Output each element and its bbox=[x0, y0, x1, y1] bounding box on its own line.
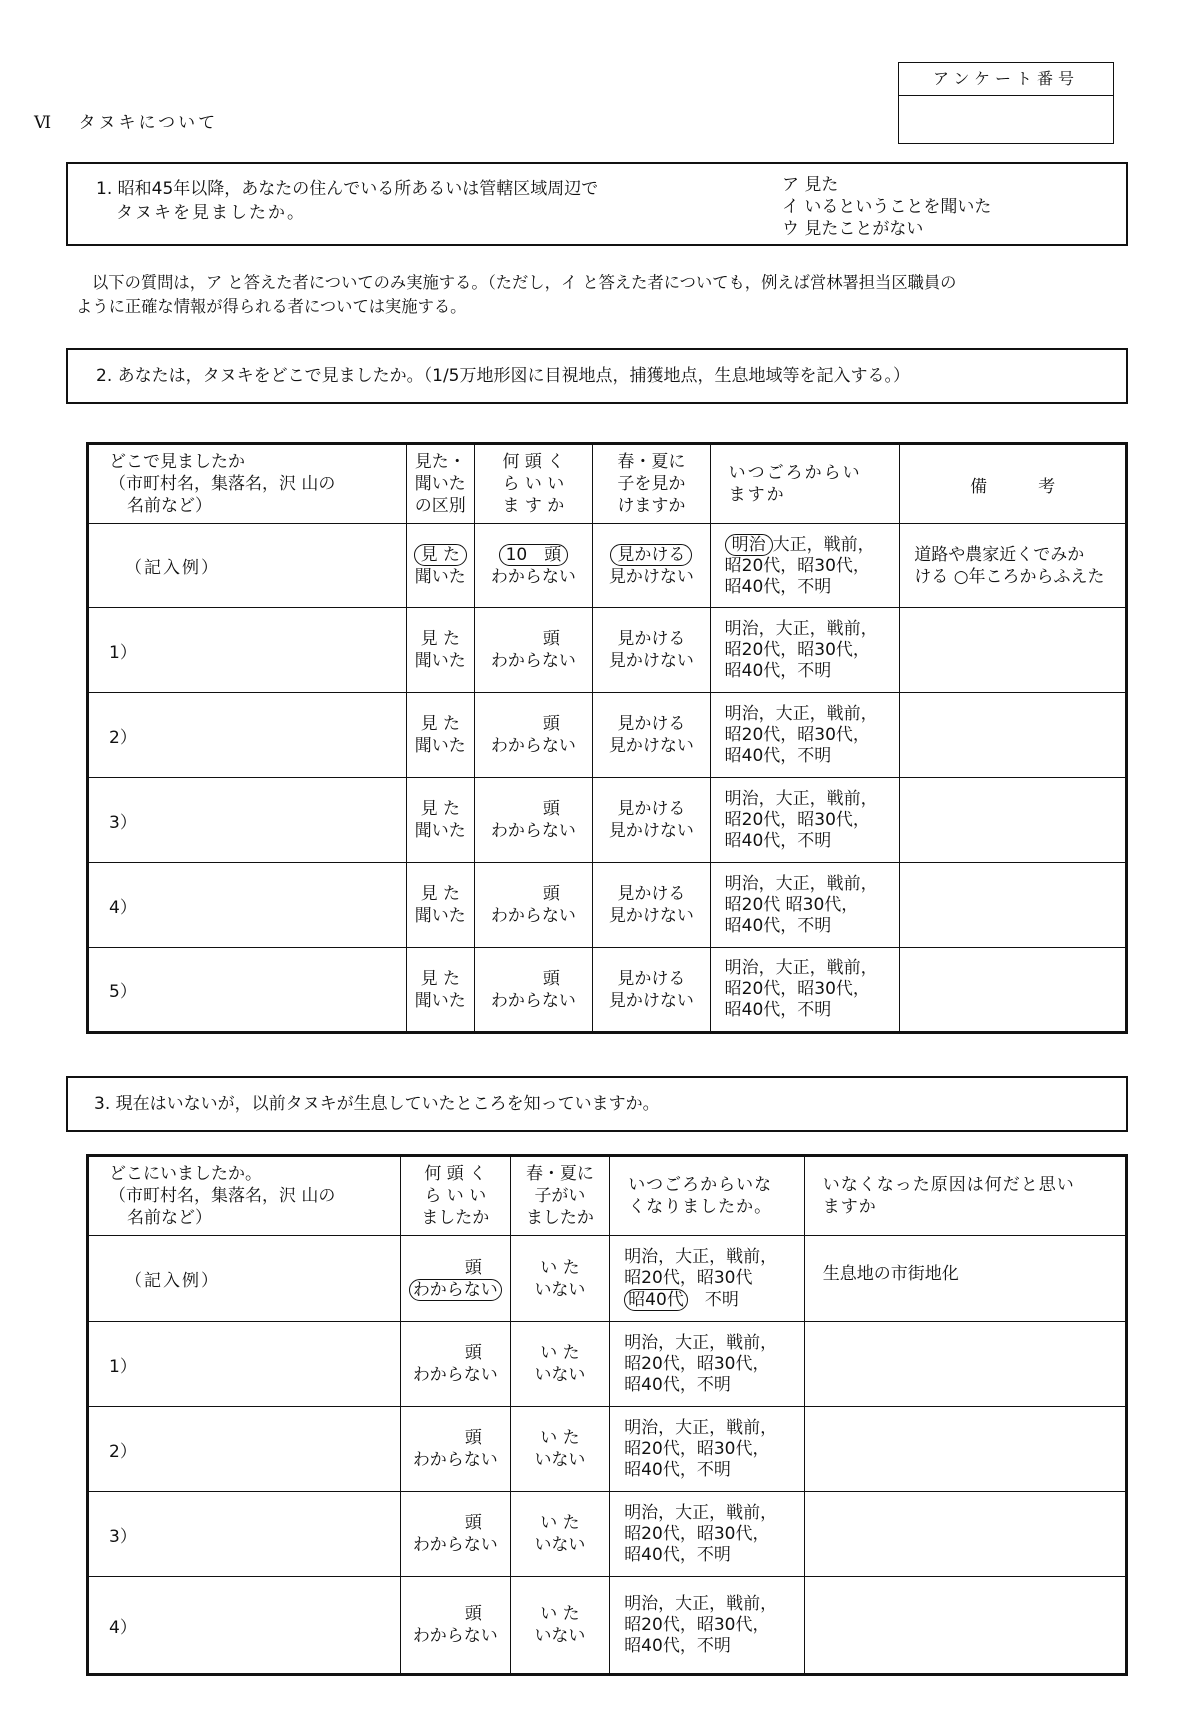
row-era[interactable] bbox=[710, 778, 900, 863]
header-remarks: 備 考 bbox=[900, 444, 1127, 524]
row-count[interactable] bbox=[400, 1407, 510, 1492]
era-line-1[interactable]: 明治，大正，戦前， bbox=[624, 1593, 778, 1614]
header-young bbox=[510, 1156, 610, 1236]
see-young-option[interactable]: 見かける bbox=[617, 884, 686, 904]
row-number: 1） bbox=[109, 1356, 137, 1377]
example-era-2: 昭20代，昭30代， bbox=[724, 555, 870, 576]
heard-option[interactable]: 聞いた bbox=[414, 906, 466, 926]
section-title bbox=[34, 108, 218, 133]
row-young[interactable] bbox=[510, 1577, 610, 1675]
example-era-2: 昭20代，昭30代 bbox=[624, 1267, 753, 1288]
era-line-2[interactable]: 昭20代，昭30代， bbox=[624, 1523, 770, 1544]
row-seen[interactable] bbox=[406, 948, 474, 1033]
row-count[interactable] bbox=[474, 778, 592, 863]
count-unit: 頭 bbox=[464, 1428, 482, 1448]
row-place[interactable] bbox=[88, 1322, 401, 1407]
era-line-2[interactable]: 昭20代 昭30代， bbox=[724, 894, 859, 915]
header-cause-2: ますか bbox=[822, 1197, 877, 1217]
row-remarks[interactable] bbox=[900, 863, 1127, 948]
era-line-2[interactable]: 昭20代，昭30代， bbox=[724, 724, 870, 745]
was-not-option[interactable]: いない bbox=[534, 1535, 586, 1555]
row-place[interactable] bbox=[88, 948, 407, 1033]
table-row bbox=[88, 863, 1127, 948]
question-1-options bbox=[782, 174, 991, 240]
seen-option[interactable]: 見 た bbox=[420, 799, 460, 819]
row-count[interactable] bbox=[400, 1322, 510, 1407]
count-unit: 頭 bbox=[542, 714, 560, 734]
example-seen bbox=[406, 524, 474, 608]
era-line-1[interactable]: 明治，大正，戦前， bbox=[724, 703, 878, 724]
see-young-option[interactable]: 見かける bbox=[617, 714, 686, 734]
era-line-2[interactable]: 昭20代，昭30代， bbox=[724, 639, 870, 660]
unknown-option[interactable]: わからない bbox=[412, 1535, 498, 1555]
header-since-1: いつごろからいな bbox=[628, 1175, 773, 1195]
section-title-text: タヌキについて bbox=[78, 113, 219, 133]
example-cause-text: 生息地の市街地化 bbox=[822, 1264, 959, 1284]
row-count[interactable] bbox=[400, 1577, 510, 1675]
row-seen[interactable] bbox=[406, 608, 474, 693]
see-young-option[interactable]: 見かける bbox=[617, 799, 686, 819]
table-row bbox=[88, 1577, 1127, 1675]
row-place[interactable] bbox=[88, 1407, 401, 1492]
era-line-1[interactable]: 明治，大正，戦前， bbox=[724, 958, 878, 978]
table-row bbox=[88, 948, 1127, 1033]
example-era-1: 大正，戦前， bbox=[772, 534, 875, 555]
era-line-3[interactable]: 昭40代，不明 bbox=[624, 1459, 731, 1480]
no-young-option[interactable]: 見かけない bbox=[608, 821, 694, 841]
question-2-box bbox=[66, 348, 1128, 404]
header-young-1: 春・夏に bbox=[617, 452, 686, 472]
example-young-alt: 見かけない bbox=[608, 566, 694, 587]
era-line-1[interactable]: 明治，大正，戦前， bbox=[724, 618, 878, 639]
was-option[interactable]: い た bbox=[540, 1428, 580, 1448]
no-young-option[interactable]: 見かけない bbox=[608, 651, 694, 671]
row-count[interactable] bbox=[474, 693, 592, 778]
header-young-3: ましたか bbox=[525, 1208, 594, 1228]
row-remarks[interactable] bbox=[900, 693, 1127, 778]
row-young[interactable] bbox=[593, 778, 711, 863]
count-unit: 頭 bbox=[542, 799, 560, 819]
question-2-table bbox=[86, 442, 1128, 1034]
was-option[interactable]: い た bbox=[540, 1604, 580, 1624]
era-line-1[interactable]: 明治，大正，戦前， bbox=[624, 1332, 778, 1353]
row-count[interactable] bbox=[474, 948, 592, 1033]
header-place bbox=[88, 444, 407, 524]
table-row bbox=[88, 608, 1127, 693]
era-line-1[interactable]: 明治，大正，戦前， bbox=[624, 1502, 778, 1523]
example-remarks bbox=[900, 524, 1127, 608]
header-place-2: （市町村名，集落名，沢 山の bbox=[109, 1186, 336, 1206]
header-since-2: ますか bbox=[728, 485, 786, 505]
header-count-1: 何 頭 く bbox=[424, 1164, 487, 1184]
row-young[interactable] bbox=[510, 1322, 610, 1407]
heard-option[interactable]: 聞いた bbox=[414, 651, 466, 671]
seen-option[interactable]: 見 た bbox=[420, 884, 460, 904]
row-number: 5） bbox=[109, 982, 137, 1002]
header-young-2: 子を見か bbox=[617, 474, 686, 494]
count-unit: 頭 bbox=[542, 968, 560, 989]
row-number: 1） bbox=[109, 642, 137, 663]
row-era[interactable] bbox=[610, 1407, 805, 1492]
era-line-3[interactable]: 昭40代，不明 bbox=[724, 745, 832, 766]
header-place-2: （市町村名，集落名，沢 山の bbox=[109, 474, 336, 494]
era-line-3[interactable]: 昭40代，不明 bbox=[624, 1374, 731, 1395]
example-cause bbox=[804, 1236, 1126, 1322]
row-young[interactable] bbox=[593, 693, 711, 778]
era-line-3[interactable]: 昭40代，不明 bbox=[624, 1544, 731, 1565]
count-unit: 頭 bbox=[542, 629, 560, 649]
header-place-3: 名前など） bbox=[127, 1208, 212, 1228]
row-cause[interactable] bbox=[804, 1492, 1126, 1577]
row-number: 3） bbox=[109, 812, 137, 833]
question-1-box bbox=[66, 162, 1128, 246]
header-count-2: ら い い bbox=[424, 1186, 487, 1206]
era-line-3[interactable]: 昭40代，不明 bbox=[724, 1000, 832, 1020]
row-number: 4） bbox=[109, 1617, 137, 1638]
unknown-option[interactable]: わからない bbox=[490, 906, 576, 926]
row-number: 2） bbox=[109, 727, 137, 748]
example-era-3: 不明 bbox=[704, 1289, 739, 1310]
count-unit: 頭 bbox=[464, 1604, 482, 1624]
table-row bbox=[88, 778, 1127, 863]
row-count[interactable] bbox=[474, 863, 592, 948]
header-young bbox=[593, 444, 711, 524]
example-seen-circled: 見 た bbox=[414, 544, 467, 566]
question-3-table bbox=[86, 1154, 1128, 1676]
era-line-1[interactable]: 明治，大正，戦前， bbox=[724, 788, 878, 809]
survey-number-box bbox=[898, 62, 1114, 144]
was-not-option[interactable]: いない bbox=[534, 1626, 586, 1646]
seen-option[interactable]: 見 た bbox=[420, 968, 460, 989]
header-cause-1: いなくなった原因は何だと思い bbox=[822, 1175, 1075, 1195]
row-seen[interactable] bbox=[406, 778, 474, 863]
option-a[interactable]: ア 見た bbox=[782, 175, 839, 195]
era-line-2[interactable]: 昭20代，昭30代， bbox=[724, 809, 870, 830]
example-remarks-2: ける ○年ころからふえた bbox=[914, 566, 1105, 587]
instruction-note-line1: 以下の質問は，ア と答えた者についてのみ実施する。（ただし，イ と答えた者についても，例えば営林署担当区職員の bbox=[92, 273, 957, 292]
era-line-3[interactable]: 昭40代，不明 bbox=[724, 660, 832, 681]
example-count-circled: わからない bbox=[409, 1279, 502, 1301]
row-number: 3） bbox=[109, 1526, 137, 1547]
unknown-option[interactable]: わからない bbox=[412, 1365, 498, 1385]
example-young bbox=[593, 524, 711, 608]
option-i[interactable]: イ いるということを聞いた bbox=[782, 197, 992, 217]
example-count bbox=[474, 524, 592, 608]
count-unit: 頭 bbox=[464, 1257, 482, 1278]
row-young[interactable] bbox=[593, 948, 711, 1033]
row-remarks[interactable] bbox=[900, 948, 1127, 1033]
example-era-circled: 昭40代 bbox=[624, 1289, 688, 1311]
header-seen-1: 見た・ bbox=[414, 452, 466, 472]
survey-number-field[interactable] bbox=[899, 96, 1113, 144]
see-young-option[interactable]: 見かける bbox=[617, 629, 686, 649]
header-count-3: ましたか bbox=[421, 1208, 490, 1228]
row-seen[interactable] bbox=[406, 863, 474, 948]
header-seen bbox=[406, 444, 474, 524]
was-option[interactable]: い た bbox=[540, 1513, 580, 1533]
example-seen-alt: 聞いた bbox=[414, 566, 466, 587]
header-place bbox=[88, 1156, 401, 1236]
example-label bbox=[88, 1236, 401, 1322]
header-place-1: どこにいましたか。 bbox=[109, 1164, 262, 1184]
header-since bbox=[610, 1156, 805, 1236]
row-cause[interactable] bbox=[804, 1577, 1126, 1675]
row-era[interactable] bbox=[610, 1322, 805, 1407]
header-cause bbox=[804, 1156, 1126, 1236]
survey-number-label: アンケート番号 bbox=[899, 63, 1113, 96]
era-line-1[interactable]: 明治，大正，戦前， bbox=[624, 1417, 778, 1438]
unknown-option[interactable]: わからない bbox=[412, 1450, 498, 1470]
example-young-1: い た bbox=[540, 1257, 580, 1278]
row-era[interactable] bbox=[610, 1577, 805, 1675]
row-place[interactable] bbox=[88, 693, 407, 778]
unknown-option[interactable]: わからない bbox=[412, 1626, 498, 1646]
header-since-1: いつごろからい bbox=[728, 463, 862, 483]
table-row bbox=[88, 1407, 1127, 1492]
see-young-option[interactable]: 見かける bbox=[617, 968, 686, 989]
row-cause[interactable] bbox=[804, 1322, 1126, 1407]
example-young-2: いない bbox=[534, 1279, 586, 1300]
header-since bbox=[710, 444, 900, 524]
row-remarks[interactable] bbox=[900, 608, 1127, 693]
row-place[interactable] bbox=[88, 1577, 401, 1675]
unknown-option[interactable]: わからない bbox=[490, 990, 576, 1011]
header-count-1: 何 頭 く bbox=[502, 452, 565, 472]
row-place[interactable] bbox=[88, 608, 407, 693]
example-young-circled: 見かける bbox=[610, 544, 692, 566]
example-era-circled: 明治 bbox=[725, 534, 773, 556]
example-count-alt: わからない bbox=[490, 566, 576, 587]
example-label-text: （記入例） bbox=[125, 1271, 220, 1291]
era-line-3[interactable]: 昭40代，不明 bbox=[624, 1635, 731, 1656]
option-u[interactable]: ウ 見たことがない bbox=[782, 219, 924, 239]
question-2-text: 2. あなたは，タヌキをどこで見ましたか。（1/5万地形図に目視地点，捕獲地点，生息地域等を記入する。） bbox=[96, 366, 910, 386]
heard-option[interactable]: 聞いた bbox=[414, 736, 466, 756]
row-young[interactable] bbox=[593, 863, 711, 948]
header-place-3: 名前など） bbox=[127, 496, 212, 516]
row-remarks[interactable] bbox=[900, 778, 1127, 863]
row-era[interactable] bbox=[710, 693, 900, 778]
era-line-3[interactable]: 昭40代，不明 bbox=[724, 915, 832, 936]
table-row bbox=[88, 1492, 1127, 1577]
era-line-2[interactable]: 昭20代，昭30代， bbox=[624, 1614, 770, 1635]
example-remarks-1: 道路や農家近くでみか bbox=[914, 544, 1085, 565]
was-not-option[interactable]: いない bbox=[534, 1365, 586, 1385]
row-place[interactable] bbox=[88, 863, 407, 948]
row-cause[interactable] bbox=[804, 1407, 1126, 1492]
header-count bbox=[400, 1156, 510, 1236]
count-unit: 頭 bbox=[542, 884, 560, 904]
count-unit: 頭 bbox=[464, 1513, 482, 1533]
question-3-text: 3. 現在はいないが，以前タヌキが生息していたところを知っていますか。 bbox=[94, 1094, 660, 1114]
header-young-3: けますか bbox=[617, 496, 686, 516]
example-era-3: 昭40代，不明 bbox=[724, 576, 832, 597]
question-1-text: 1. 昭和45年以降，あなたの住んでいる所あるいは管轄区域周辺で bbox=[96, 179, 599, 199]
row-era[interactable] bbox=[610, 1492, 805, 1577]
question-1-text-2: タヌキを見ましたか。 bbox=[116, 203, 306, 223]
row-seen[interactable] bbox=[406, 693, 474, 778]
header-seen-3: の区別 bbox=[414, 496, 466, 516]
was-not-option[interactable]: いない bbox=[534, 1450, 586, 1470]
header-since-2: くなりましたか。 bbox=[628, 1197, 773, 1217]
row-era[interactable] bbox=[710, 948, 900, 1033]
example-label bbox=[88, 524, 407, 608]
row-place[interactable] bbox=[88, 778, 407, 863]
heard-option[interactable]: 聞いた bbox=[414, 821, 466, 841]
row-era[interactable] bbox=[710, 863, 900, 948]
row-young[interactable] bbox=[510, 1492, 610, 1577]
no-young-option[interactable]: 見かけない bbox=[608, 906, 694, 926]
seen-option[interactable]: 見 た bbox=[420, 714, 460, 734]
unknown-option[interactable]: わからない bbox=[490, 821, 576, 841]
header-count-3: ま す か bbox=[502, 496, 565, 516]
example-count bbox=[400, 1236, 510, 1322]
row-number: 4） bbox=[109, 897, 137, 918]
header-young-1: 春・夏に bbox=[525, 1164, 594, 1184]
seen-option[interactable]: 見 た bbox=[420, 629, 460, 649]
era-line-2[interactable]: 昭20代，昭30代， bbox=[624, 1353, 770, 1374]
era-line-3[interactable]: 昭40代，不明 bbox=[724, 830, 832, 851]
example-era bbox=[710, 524, 900, 608]
row-young[interactable] bbox=[593, 608, 711, 693]
no-young-option[interactable]: 見かけない bbox=[608, 990, 694, 1011]
example-count-circled: 10 頭 bbox=[499, 544, 569, 566]
section-numeral: Ⅵ bbox=[34, 113, 52, 133]
example-young bbox=[510, 1236, 610, 1322]
row-count[interactable] bbox=[400, 1492, 510, 1577]
question-3-box bbox=[66, 1076, 1128, 1132]
unknown-option[interactable]: わからない bbox=[490, 736, 576, 756]
table-row bbox=[88, 693, 1127, 778]
example-era-1: 明治，大正，戦前， bbox=[624, 1246, 778, 1267]
row-era[interactable] bbox=[710, 608, 900, 693]
era-line-2[interactable]: 昭20代，昭30代， bbox=[724, 979, 870, 999]
header-seen-2: 聞いた bbox=[414, 474, 466, 494]
era-line-1[interactable]: 明治，大正，戦前， bbox=[724, 873, 878, 894]
was-option[interactable]: い た bbox=[540, 1343, 580, 1363]
count-unit: 頭 bbox=[464, 1343, 482, 1363]
row-young[interactable] bbox=[510, 1407, 610, 1492]
header-place-1: どこで見ましたか bbox=[109, 452, 245, 472]
header-count bbox=[474, 444, 592, 524]
instruction-note-line2: ように正確な情報が得られる者については実施する。 bbox=[76, 297, 467, 316]
example-label-text: （記入例） bbox=[125, 558, 220, 578]
example-era bbox=[610, 1236, 805, 1322]
header-young-2: 子がい bbox=[534, 1186, 586, 1206]
table-row bbox=[88, 1322, 1127, 1407]
row-number: 2） bbox=[109, 1441, 137, 1462]
row-count[interactable] bbox=[474, 608, 592, 693]
no-young-option[interactable]: 見かけない bbox=[608, 736, 694, 756]
era-line-2[interactable]: 昭20代，昭30代， bbox=[624, 1438, 770, 1459]
row-place[interactable] bbox=[88, 1492, 401, 1577]
heard-option[interactable]: 聞いた bbox=[414, 990, 466, 1011]
unknown-option[interactable]: わからない bbox=[490, 651, 576, 671]
header-count-2: ら い い bbox=[502, 474, 565, 494]
